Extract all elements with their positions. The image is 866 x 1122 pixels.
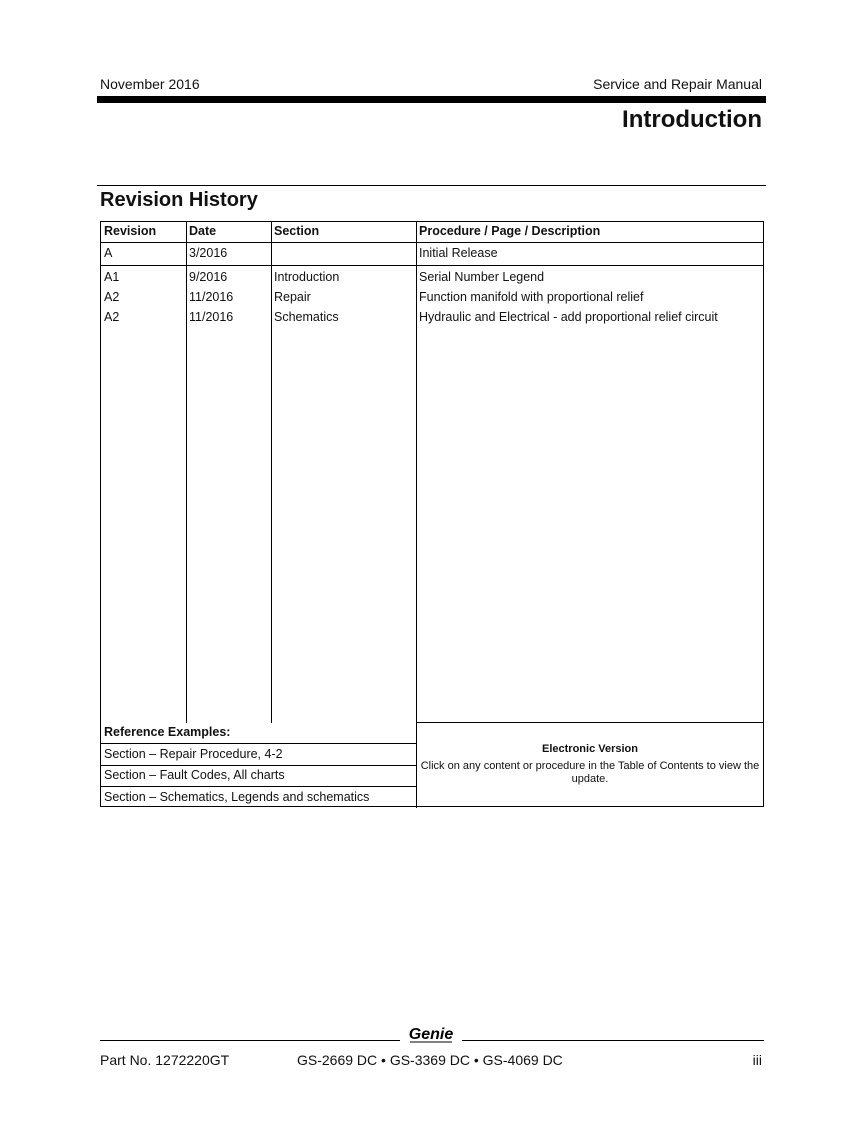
reference-label: Reference Examples:	[104, 725, 231, 739]
row-2-section[interactable]: Repair	[274, 290, 311, 304]
reference-example-2: Section – Fault Codes, All charts	[104, 768, 285, 782]
column-divider-description	[416, 222, 417, 808]
footer-page-number: iii	[752, 1052, 762, 1068]
row-2-description[interactable]: Function manifold with proportional relief	[419, 290, 644, 304]
footer-rule-right	[462, 1040, 764, 1041]
reference-divider-2	[101, 765, 416, 766]
row-3-description[interactable]: Hydraulic and Electrical - add proportional relief circuit	[419, 310, 718, 324]
section-title: Revision History	[100, 189, 258, 211]
chapter-title: Introduction	[622, 106, 762, 133]
header-date: November 2016	[100, 76, 200, 92]
reference-example-3: Section – Schematics, Legends and schematics	[104, 790, 370, 804]
footer-part-number: Part No. 1272220GT	[100, 1052, 230, 1068]
table-header-divider	[101, 242, 763, 243]
genie-logo	[404, 1024, 458, 1046]
row-1-description[interactable]: Serial Number Legend	[419, 270, 545, 284]
column-header-section: Section	[274, 224, 320, 238]
header-manual-title: Service and Repair Manual	[593, 76, 762, 92]
row-1-date: 9/2016	[189, 270, 228, 284]
first-row-date: 3/2016	[189, 246, 228, 260]
first-row-revision: A	[104, 246, 113, 260]
first-row-description: Initial Release	[419, 246, 498, 260]
section-rule	[97, 185, 766, 186]
table-first-row-divider	[101, 265, 763, 266]
row-2-revision: A2	[104, 290, 120, 304]
reference-divider-3	[101, 786, 416, 787]
row-1-revision: A1	[104, 270, 120, 284]
electronic-version-text: Click on any content or procedure in the Table of Contents to view the update.	[420, 760, 760, 785]
revision-table	[100, 221, 764, 807]
column-header-description: Procedure / Page / Description	[419, 224, 601, 238]
row-3-revision: A2	[104, 310, 120, 324]
reference-example-1: Section – Repair Procedure, 4-2	[104, 747, 283, 761]
column-divider-date	[186, 222, 187, 723]
row-3-date: 11/2016	[189, 310, 234, 324]
footer-models: GS-2669 DC • GS-3369 DC • GS-4069 DC	[297, 1052, 563, 1068]
row-1-section[interactable]: Introduction	[274, 270, 340, 284]
column-header-revision: Revision	[104, 224, 157, 238]
electronic-version-divider	[416, 722, 764, 723]
electronic-version-title: Electronic Version	[542, 743, 638, 755]
footer-rule-left	[100, 1040, 400, 1041]
column-divider-section	[271, 222, 272, 723]
logo-text: Genie	[408, 1026, 454, 1043]
column-header-date: Date	[189, 224, 217, 238]
row-3-section[interactable]: Schematics	[274, 310, 339, 324]
header-rule	[97, 96, 766, 103]
row-2-date: 11/2016	[189, 290, 234, 304]
reference-divider-1	[101, 743, 416, 744]
